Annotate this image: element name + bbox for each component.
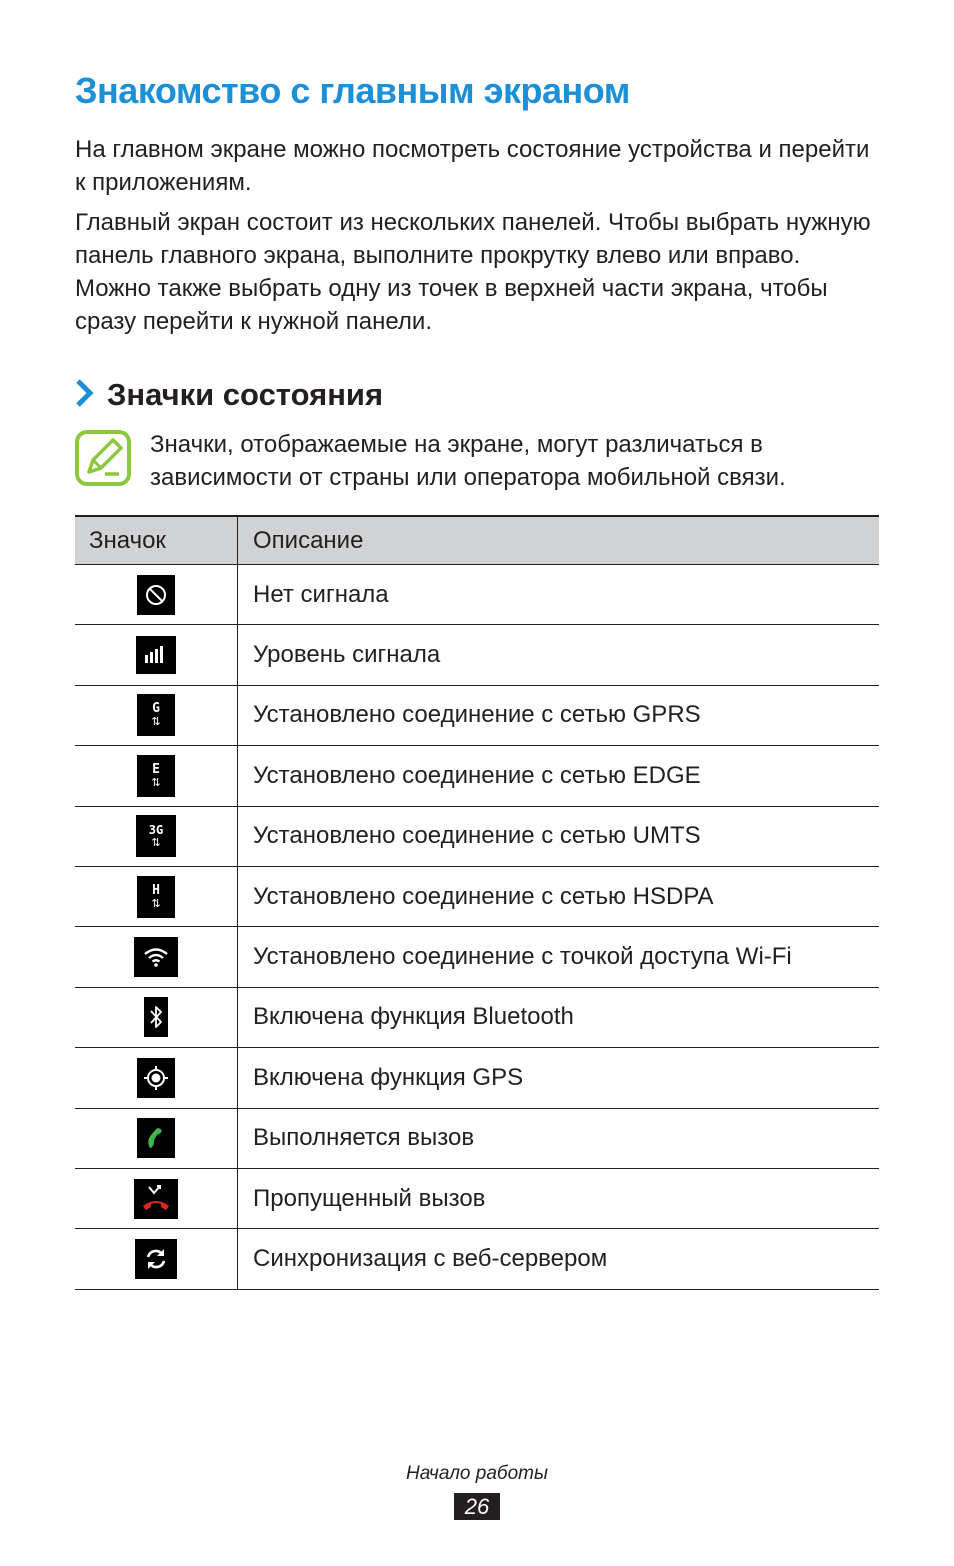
table-row: [75, 1229, 879, 1289]
section-heading: [75, 377, 383, 413]
table-row: [75, 988, 879, 1048]
note-block: [75, 428, 875, 498]
chevron-right-icon: [75, 378, 95, 413]
note-pencil-icon: [75, 430, 131, 486]
gps-icon: [137, 1058, 175, 1098]
table-row: [75, 867, 879, 927]
intro-paragraph-2: Главный экран состоит из нескольких панелей. Чтобы выбрать нужную панель главного экрана, выполните прокрутку влево или вправо. Можно также выбрать одну из точек в верхней части экрана, чтобы сразу перейти к нужной панели.: [75, 209, 871, 335]
row-description: Установлено соединение с сетью HSDPA: [253, 882, 714, 910]
no-signal-icon: [137, 575, 175, 615]
row-description: Пропущенный вызов: [253, 1184, 486, 1212]
section-title: Значки состояния: [107, 377, 384, 412]
row-description: Включена функция Bluetooth: [253, 1003, 574, 1031]
table-row: [75, 927, 879, 987]
bluetooth-icon: [144, 997, 168, 1037]
wifi-icon: [134, 937, 178, 977]
table-row: [75, 686, 879, 746]
note-text: Значки, отображаемые на экране, могут различаться в зависимости от страны или оператора мобильной связи.: [150, 431, 786, 491]
sync-icon: [135, 1239, 177, 1279]
row-description: Нет сигнала: [253, 580, 389, 608]
table-row: [75, 625, 879, 685]
row-description: Выполняется вызов: [253, 1124, 475, 1152]
edge-icon: E ⇅: [137, 755, 175, 797]
table-row: [75, 565, 879, 625]
row-description: Установлено соединение с сетью GPRS: [253, 701, 701, 729]
table-row: [75, 1048, 879, 1108]
row-description: Синхронизация с веб-сервером: [253, 1244, 608, 1272]
signal-strength-icon: [136, 636, 176, 674]
table-header: [75, 517, 879, 565]
table-row: [75, 746, 879, 806]
row-description: Установлено соединение с сетью UMTS: [253, 822, 701, 850]
page-title: Знакомство с главным экраном: [75, 70, 630, 111]
hsdpa-icon: H ⇅: [137, 876, 175, 918]
row-description: Установлено соединение с точкой доступа Wi-Fi: [253, 943, 792, 971]
gprs-icon: G ⇅: [137, 694, 175, 736]
table-row: [75, 1169, 879, 1229]
header-description-column: Описание: [253, 526, 364, 554]
umts-3g-icon: 3G ⇅: [136, 815, 176, 857]
call-in-progress-icon: [137, 1118, 175, 1158]
intro-paragraph-1: На главном экране можно посмотреть состояние устройства и перейти к приложениям.: [75, 136, 870, 196]
table-row: [75, 807, 879, 867]
footer-section-label: Начало работы: [406, 1463, 548, 1484]
table-row: [75, 1109, 879, 1169]
missed-call-icon: [134, 1179, 178, 1219]
row-description: Уровень сигнала: [253, 641, 441, 669]
row-description: Включена функция GPS: [253, 1063, 524, 1091]
status-icons-table: [75, 515, 879, 1290]
row-description: Установлено соединение с сетью EDGE: [253, 761, 701, 789]
page-number: 26: [454, 1493, 500, 1520]
header-icon-column: Значок: [75, 517, 238, 564]
